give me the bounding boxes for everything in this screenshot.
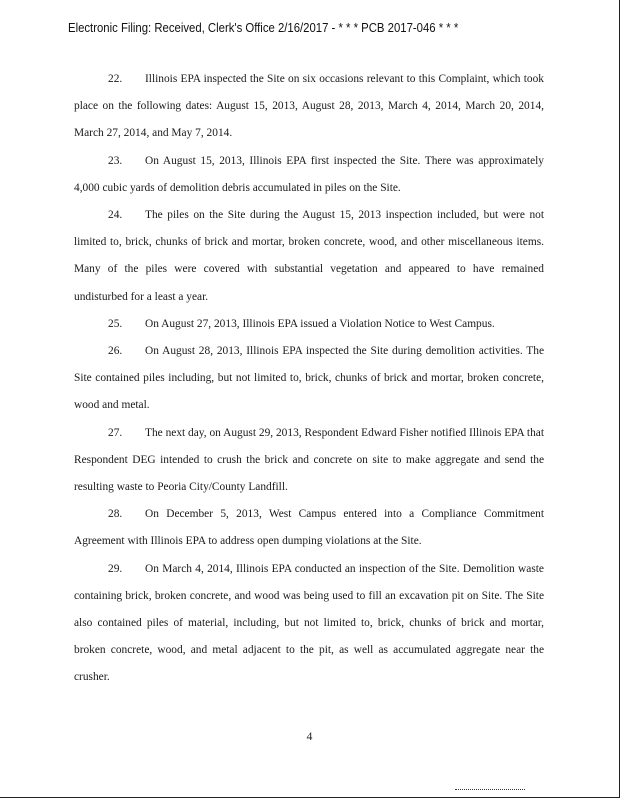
paragraph-text: Illinois EPA inspected the Site on six occasions relevant to this Complaint, which took place on the following dates: August 15, 2013, August 28, 2013, March 4, 2014, March 20, 2014, March 27, 2014, and May 7, 2014. [74,73,544,140]
page-number: 4 [306,731,313,743]
paragraph-number: 26. [108,345,123,358]
paragraph-28 [74,501,544,555]
paragraph-number: 22. [108,73,123,85]
paragraph-26 [74,338,544,420]
filing-header: Electronic Filing: Received, Clerk's Office 2/16/2017 - * * * PCB 2017-046 * * * [68,20,459,35]
paragraph-text: On August 27, 2013, Illinois EPA issued a Violation Notice to West Campus. [145,317,495,330]
paragraph-number: 25. [108,317,123,330]
paragraph-text: On March 4, 2014, Illinois EPA conducted an inspection of the Site. Demolition waste containing brick, broken concrete, and wood was being used to fill an excavation pit on Site. The Site also contained piles of material, including, but not limited to, brick, chunks of brick and mortar, broken concrete, wood, and metal adjacent to the pit, as well as accumulated aggregate near the crusher. [74,562,544,684]
paragraph-25 [74,311,544,338]
paragraph-number: 27. [108,426,123,439]
paragraph-text: On August 28, 2013, Illinois EPA inspected the Site during demolition activities. The Site contained piles including, but not limited to, brick, chunks of brick and mortar, broken concrete, wood and metal. [74,345,544,412]
paragraph-text: On August 15, 2013, Illinois EPA first inspected the Site. There was approximately 4,000 cubic yards of demolition debris accumulated in piles on the Site. [74,154,544,194]
paragraph-text: The piles on the Site during the August 15, 2013 inspection included, but were not limited to, brick, chunks of brick and mortar, broken concrete, wood, and other miscellaneous items. Many of the piles were covered with substantial vegetation and appeared to have remained undisturbed for a least a year. [74,209,544,303]
document-body [74,66,544,692]
paragraph-text: On December 5, 2013, West Campus entered into a Compliance Commitment Agreement with Illinois EPA to address open dumping violations at the Site. [74,508,544,548]
paragraph-29 [74,556,544,692]
paragraph-text: The next day, on August 29, 2013, Respondent Edward Fisher notified Illinois EPA that Respondent DEG intended to crush the brick and concrete on site to make aggregate and send the resulting waste to Peoria City/County Landfill. [74,426,544,494]
paragraph-24 [74,202,544,311]
paragraph-number: 29. [108,562,123,575]
paragraph-number: 24. [108,209,123,222]
scan-artifact-divider [455,789,525,791]
paragraph-number: 28. [108,508,123,521]
paragraph-22 [74,66,544,148]
paragraph-27 [74,420,544,502]
paragraph-23 [74,148,544,202]
paragraph-number: 23. [108,154,123,167]
